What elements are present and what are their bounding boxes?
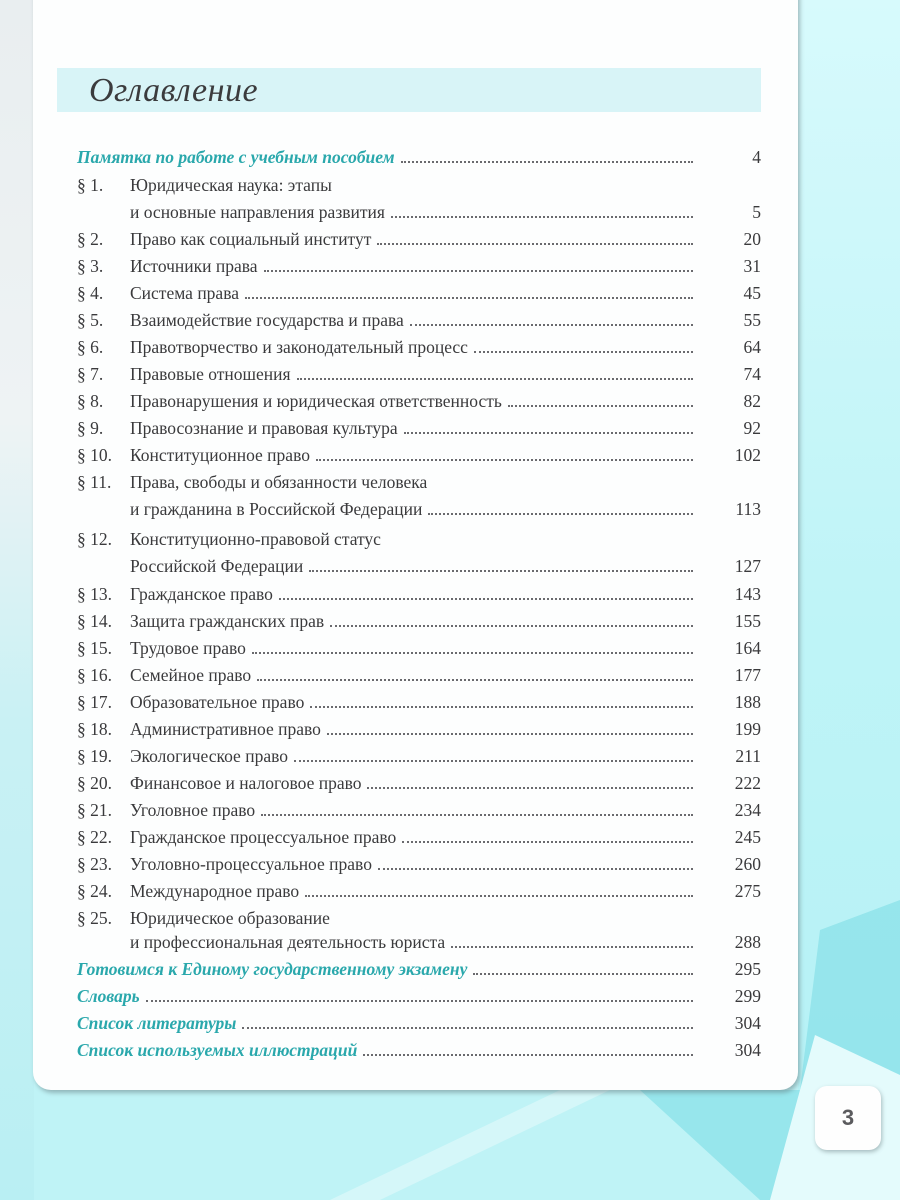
- toc-item-section-12[interactable]: [77, 526, 761, 580]
- toc-item-label: Защита гражданских прав: [130, 611, 325, 631]
- toc-item-page: 234: [734, 800, 761, 820]
- toc-item-label: Правотворчество и законодательный процесс: [130, 337, 468, 357]
- toc-item-page: 288: [734, 932, 761, 952]
- toc-item-label: Конституционное право: [130, 445, 310, 465]
- section-number: § 12.: [77, 529, 112, 549]
- toc-item-label: Образовательное право: [130, 692, 305, 712]
- dot-leader: [474, 350, 693, 353]
- toc-item-label-line2: и гражданина в Российской Федерации: [130, 499, 423, 519]
- toc-item-section-20[interactable]: [77, 770, 761, 797]
- toc-item-label: Правосознание и правовая культура: [130, 418, 398, 438]
- dot-leader: [316, 458, 693, 461]
- section-number: § 20.: [77, 773, 112, 793]
- toc-item-label: Трудовое право: [130, 638, 246, 658]
- toc-item-exam-prep[interactable]: [77, 956, 761, 983]
- toc-item-page: 304: [734, 1013, 761, 1033]
- toc-item-page: 102: [734, 445, 761, 465]
- dot-leader: [473, 972, 693, 975]
- toc-item-label: Система права: [130, 283, 239, 303]
- toc-item-section-25[interactable]: [77, 905, 761, 959]
- toc-item-page: 4: [752, 147, 761, 167]
- toc-item-label: Экологическое право: [130, 746, 288, 766]
- toc-item-section-2[interactable]: [77, 226, 761, 253]
- toc-item-section-24[interactable]: [77, 878, 761, 905]
- dot-leader: [261, 813, 693, 816]
- toc-item-label-line2: Российской Федерации: [130, 556, 304, 576]
- dot-leader: [264, 269, 693, 272]
- toc-item-section-13[interactable]: [77, 581, 761, 608]
- section-number: § 22.: [77, 827, 112, 847]
- section-number: § 10.: [77, 445, 112, 465]
- contents-card: [33, 0, 798, 1090]
- toc-item-page: 211: [735, 746, 761, 766]
- toc-item-section-6[interactable]: [77, 334, 761, 361]
- dot-leader: [310, 705, 693, 708]
- toc-item-label: Финансовое и налоговое право: [130, 773, 362, 793]
- dot-leader: [327, 732, 693, 735]
- toc-item-section-11[interactable]: [77, 469, 761, 523]
- toc-item-label: Готовимся к Единому государственному экзамену: [77, 959, 468, 979]
- section-number: § 23.: [77, 854, 112, 874]
- dot-leader: [428, 512, 693, 515]
- section-number: § 16.: [77, 665, 112, 685]
- toc-item-page: 64: [743, 337, 761, 357]
- dot-leader: [401, 160, 693, 163]
- section-number: § 18.: [77, 719, 112, 739]
- toc-item-label: Правовые отношения: [130, 364, 291, 384]
- section-number: § 6.: [77, 337, 104, 357]
- toc-item-glossary[interactable]: [77, 983, 761, 1010]
- toc-item-label: Права, свободы и обязанности человека: [130, 472, 428, 492]
- toc-item-bibliography[interactable]: [77, 1010, 761, 1037]
- toc-item-label: Уголовно-процессуальное право: [130, 854, 372, 874]
- toc-item-section-14[interactable]: [77, 608, 761, 635]
- toc-item-label: Уголовное право: [130, 800, 256, 820]
- toc-item-page: 260: [734, 854, 761, 874]
- toc-item-page: 127: [734, 556, 761, 576]
- toc-item-section-1[interactable]: [77, 172, 761, 226]
- dot-leader: [305, 894, 693, 897]
- dot-leader: [391, 215, 693, 218]
- dot-leader: [146, 999, 693, 1002]
- toc-item-page: 222: [734, 773, 761, 793]
- section-number: § 4.: [77, 283, 104, 303]
- page-number-tab: [815, 1086, 881, 1150]
- toc-item-label: Конституционно-правовой статус: [130, 529, 381, 549]
- toc-item-page: 155: [734, 611, 761, 631]
- section-number: § 15.: [77, 638, 112, 658]
- toc-item-page: 92: [743, 418, 761, 438]
- toc-item-label: Гражданское процессуальное право: [130, 827, 397, 847]
- toc-item-label: Семейное право: [130, 665, 252, 685]
- section-number: § 21.: [77, 800, 112, 820]
- toc-item-label: Право как социальный институт: [130, 229, 372, 249]
- toc-item-section-16[interactable]: [77, 662, 761, 689]
- toc-item-page: 304: [734, 1040, 761, 1060]
- toc-item-label: Юридическая наука: этапы: [130, 175, 332, 195]
- dot-leader: [402, 840, 693, 843]
- toc-item-page: 82: [743, 391, 761, 411]
- dot-leader: [257, 678, 693, 681]
- toc-item-label: Правонарушения и юридическая ответственность: [130, 391, 502, 411]
- toc-item-section-10[interactable]: [77, 442, 761, 469]
- toc-item-section-17[interactable]: [77, 689, 761, 716]
- toc-item-page: 199: [734, 719, 761, 739]
- dot-leader: [410, 323, 693, 326]
- toc-item-page: 45: [743, 283, 761, 303]
- toc-item-page: 295: [734, 959, 761, 979]
- section-number: § 1.: [77, 175, 104, 195]
- toc-item-page: 245: [734, 827, 761, 847]
- section-number: § 3.: [77, 256, 104, 276]
- toc-item-page: 143: [734, 584, 761, 604]
- section-number: § 9.: [77, 418, 104, 438]
- toc-item-label: Юридическое образование: [130, 908, 330, 928]
- toc-item-label-line2: и профессиональная деятельность юриста: [130, 932, 446, 952]
- toc-item-section-3[interactable]: [77, 253, 761, 280]
- toc-item-label-line2: и основные направления развития: [130, 202, 385, 222]
- page-number: 3: [841, 1105, 855, 1130]
- section-number: § 8.: [77, 391, 104, 411]
- toc-item-illustrations[interactable]: [77, 1037, 761, 1064]
- toc-item-label: Административное право: [130, 719, 321, 739]
- toc-item-section-22[interactable]: [77, 824, 761, 851]
- dot-leader: [367, 786, 693, 789]
- toc-item-section-15[interactable]: [77, 635, 761, 662]
- toc-item-label: Словарь: [77, 986, 140, 1006]
- page-gutter: [0, 0, 34, 1200]
- toc-item-section-4[interactable]: [77, 280, 761, 307]
- dot-leader: [404, 431, 693, 434]
- toc-item-page: 177: [734, 665, 761, 685]
- section-number: § 24.: [77, 881, 112, 901]
- toc-item-page: 55: [743, 310, 761, 330]
- section-number: § 25.: [77, 908, 112, 928]
- section-number: § 19.: [77, 746, 112, 766]
- section-number: § 7.: [77, 364, 104, 384]
- toc-item-page: 164: [734, 638, 761, 658]
- toc-item-page: 31: [743, 256, 761, 276]
- toc-item-section-9[interactable]: [77, 415, 761, 442]
- toc-item-section-19[interactable]: [77, 743, 761, 770]
- dot-leader: [363, 1053, 693, 1056]
- dot-leader: [377, 242, 693, 245]
- dot-leader: [378, 867, 693, 870]
- toc-item-page: 5: [752, 202, 761, 222]
- toc-item-page: 299: [734, 986, 761, 1006]
- section-number: § 14.: [77, 611, 112, 631]
- dot-leader: [309, 569, 693, 572]
- dot-leader: [451, 945, 693, 948]
- toc-item-label: Список литературы: [77, 1013, 237, 1033]
- dot-leader: [297, 377, 693, 380]
- toc-item-label: Взаимодействие государства и права: [130, 310, 404, 330]
- dot-leader: [294, 759, 693, 762]
- toc-item-section-5[interactable]: [77, 307, 761, 334]
- toc-item-section-18[interactable]: [77, 716, 761, 743]
- toc-item-page: 113: [735, 499, 761, 519]
- toc-item-label: Гражданское право: [130, 584, 273, 604]
- toc-item-intro[interactable]: [77, 144, 761, 171]
- toc-item-label: Международное право: [130, 881, 300, 901]
- toc-item-page: 74: [743, 364, 761, 384]
- toc-item-page: 20: [743, 229, 761, 249]
- section-number: § 5.: [77, 310, 104, 330]
- toc-item-label: Список используемых иллюстраций: [77, 1040, 358, 1060]
- toc-item-section-7[interactable]: [77, 361, 761, 388]
- toc-item-page: 275: [734, 881, 761, 901]
- dot-leader: [245, 296, 693, 299]
- toc-item-label: Источники права: [130, 256, 258, 276]
- dot-leader: [279, 597, 693, 600]
- dot-leader: [242, 1026, 693, 1029]
- toc-item-page: 188: [734, 692, 761, 712]
- toc-item-label: Памятка по работе с учебным пособием: [77, 147, 395, 167]
- section-number: § 11.: [77, 472, 112, 492]
- toc-item-section-8[interactable]: [77, 388, 761, 415]
- section-number: § 13.: [77, 584, 112, 604]
- toc-item-section-23[interactable]: [77, 851, 761, 878]
- section-number: § 2.: [77, 229, 104, 249]
- section-number: § 17.: [77, 692, 112, 712]
- page-title: Оглавление: [89, 72, 259, 109]
- dot-leader: [508, 404, 693, 407]
- dot-leader: [330, 624, 693, 627]
- toc-item-section-21[interactable]: [77, 797, 761, 824]
- dot-leader: [252, 651, 693, 654]
